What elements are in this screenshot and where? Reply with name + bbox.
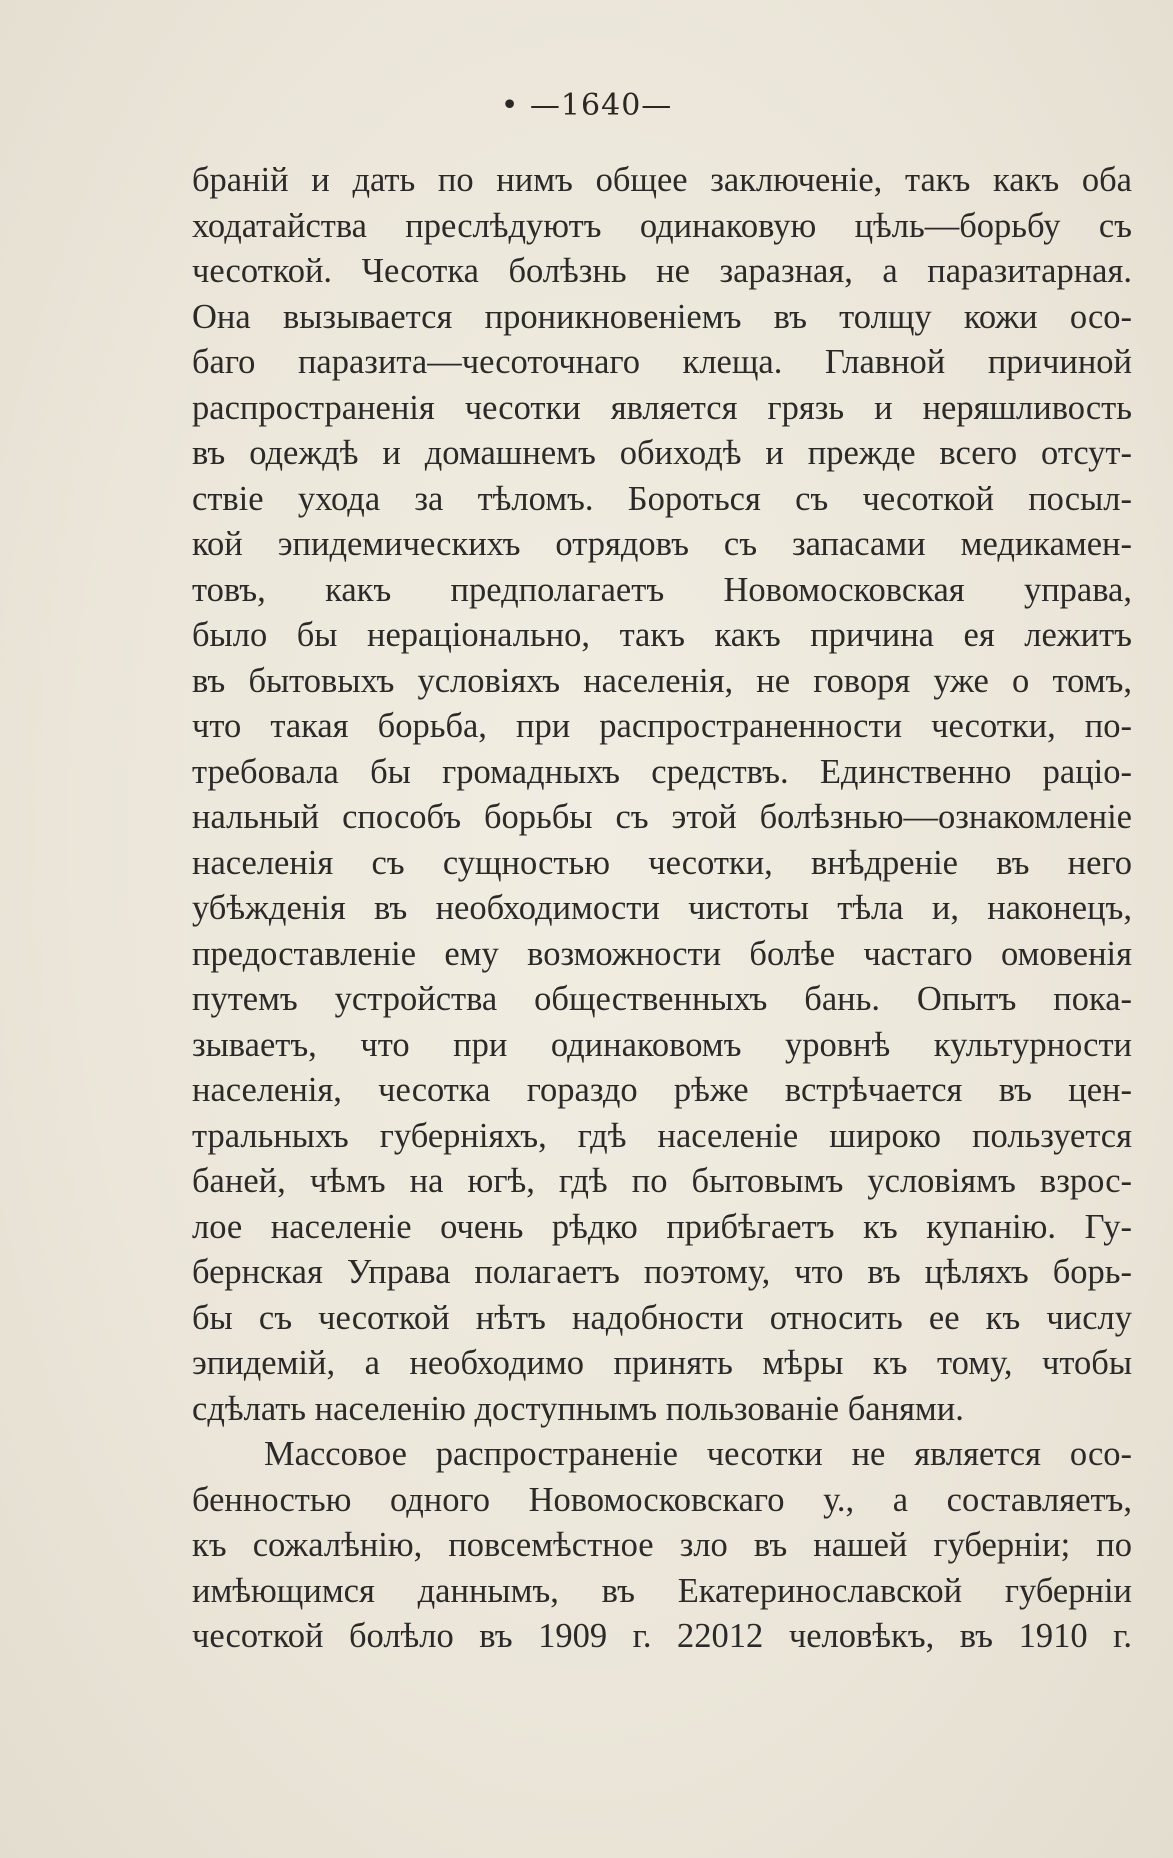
text-line: бернская Управа полагаетъ поэтому, что въ цѣляхъ борь- bbox=[192, 1253, 1132, 1291]
text-line: Массовое распространеніе чесотки не является осо- bbox=[264, 1435, 1132, 1473]
text-line: населенія съ сущностью чесотки, внѣдреніе въ него bbox=[192, 843, 1132, 882]
text-line: предоставленіе ему возможности болѣе частаго омовенія bbox=[192, 934, 1132, 973]
text-line: Она вызывается проникновеніемъ въ толщу кожи осо- bbox=[192, 297, 1132, 336]
text-line: кой эпидемическихъ отрядовъ съ запасами медикамен- bbox=[192, 525, 1132, 563]
text-line: бенностью одного Новомосковскаго у., а составляетъ, bbox=[192, 1480, 1132, 1519]
text-line: чесоткой болѣло въ 1909 г. 22012 человѣкъ, въ 1910 г. bbox=[192, 1617, 1132, 1655]
text-line: зываетъ, что при одинаковомъ уровнѣ культурности bbox=[192, 1025, 1132, 1064]
text-line: бы съ чесоткой нѣтъ надобности относить ее къ числу bbox=[192, 1298, 1132, 1337]
text-line: эпидемій, а необходимо принять мѣры къ тому, чтобы bbox=[192, 1344, 1132, 1382]
page-number: • —1640— bbox=[500, 88, 673, 123]
text-line: къ сожалѣнію, повсемѣстное зло въ нашей губерніи; по bbox=[192, 1526, 1132, 1564]
text-line: требовала бы громадныхъ средствъ. Единственно раціо- bbox=[192, 752, 1132, 791]
text-line: ходатайства преслѣдуютъ одинаковую цѣль—борьбу съ bbox=[192, 206, 1132, 245]
text-line: браній и дать по нимъ общее заключеніе, такъ какъ оба bbox=[192, 161, 1132, 199]
text-line: баней, чѣмъ на югѣ, гдѣ по бытовымъ условіямъ взрос- bbox=[192, 1162, 1132, 1200]
paragraph-2 bbox=[192, 1432, 1132, 1660]
text-line: въ бытовыхъ условіяхъ населенія, не говоря уже о томъ, bbox=[192, 661, 1132, 700]
text-line: путемъ устройства общественныхъ бань. Опытъ пока- bbox=[192, 980, 1132, 1018]
body-text bbox=[192, 158, 1132, 1660]
text-line: въ одеждѣ и домашнемъ обиходѣ и прежде всего отсут- bbox=[192, 434, 1132, 472]
text-line: было бы нераціонально, такъ какъ причина ея лежитъ bbox=[192, 616, 1132, 654]
text-line: нальный способъ борьбы съ этой болѣзнью—ознакомленіе bbox=[192, 798, 1132, 836]
text-line: сдѣлать населенію доступнымъ пользованіе банями. bbox=[192, 1389, 964, 1428]
text-line: населенія, чесотка гораздо рѣже встрѣчается въ цен- bbox=[192, 1071, 1132, 1109]
text-line: лое населеніе очень рѣдко прибѣгаетъ къ купанію. Гу- bbox=[192, 1207, 1132, 1246]
text-line: ствіе ухода за тѣломъ. Бороться съ чесоткой посыл- bbox=[192, 479, 1132, 518]
text-line: что такая борьба, при распространенности чесотки, по- bbox=[192, 707, 1132, 745]
text-line: убѣжденія въ необходимости чистоты тѣла и, наконецъ, bbox=[192, 889, 1132, 927]
text-line: товъ, какъ предполагаетъ Новомосковская управа, bbox=[192, 570, 1132, 609]
text-line: баго паразита—чесоточнаго клеща. Главной причиной bbox=[192, 343, 1132, 381]
text-line: распространенія чесотки является грязь и неряшливость bbox=[192, 388, 1132, 427]
paragraph-1 bbox=[192, 158, 1132, 1432]
text-line: чесоткой. Чесотка болѣзнь не заразная, а паразитарная. bbox=[192, 252, 1132, 290]
text-line: тральныхъ губерніяхъ, гдѣ населеніе широко пользуется bbox=[192, 1116, 1132, 1155]
text-line: имѣющимся даннымъ, въ Екатеринославской губерніи bbox=[192, 1571, 1132, 1610]
